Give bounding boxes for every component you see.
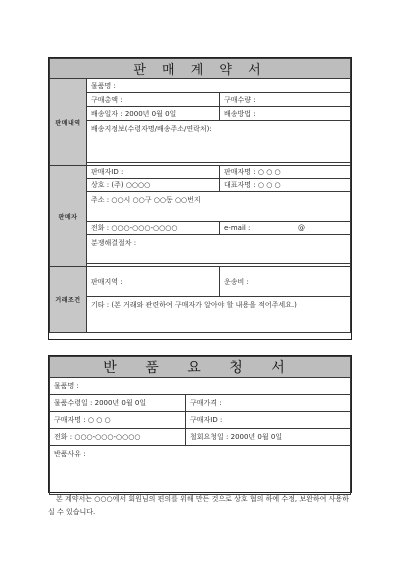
seller-name-field[interactable]: 판매자명 : ○ ○ ○ <box>220 166 351 179</box>
footer-note: 본 계약서는 ○○○에서 회원님의 편의를 위해 만든 것으로 상호 협의 하에 수정, 보완하여 사용하실 수 있습니다. <box>48 495 349 516</box>
ship-info-field[interactable]: 배송지정보(수령자명/배송주소/연락처): <box>87 121 351 163</box>
product-field[interactable]: 물품명 : <box>87 79 351 93</box>
ship-date-field[interactable]: 배송일자 : 2000년 0월 0일 <box>87 107 220 121</box>
return-phone-field[interactable]: 전화 : ○○○-○○○-○○○○ <box>50 429 186 446</box>
return-title: 반 품 요 청 서 <box>50 357 351 378</box>
other-field[interactable]: 기타 : (본 거래와 관련하여 구매자가 알아야 할 내용을 적어주세요.) <box>87 297 351 333</box>
sale-region-field[interactable]: 판매지역 : <box>87 267 220 297</box>
seller-id-field[interactable]: 판매자ID : <box>87 166 220 179</box>
section-terms: 거래조건 <box>50 267 87 333</box>
section-seller: 판매자 <box>50 166 87 267</box>
contract-title: 판 매 계 약 서 <box>50 59 351 79</box>
reason-field[interactable]: 반품사유 : <box>50 446 351 495</box>
return-product-field[interactable]: 물품명 : <box>50 378 351 395</box>
shipping-fee-field[interactable]: 운송비 : <box>220 267 351 297</box>
return-request-table <box>49 356 351 495</box>
ship-method-field[interactable]: 배송방법 : <box>220 107 351 121</box>
amount-field[interactable]: 구매총액 : <box>87 93 220 107</box>
email-label: e-mail : <box>224 224 251 232</box>
buyer-id-field[interactable]: 구매자ID : <box>186 412 351 429</box>
dispute-field[interactable]: 분쟁해결절차 : <box>87 235 351 264</box>
ceo-field[interactable]: 대표자명 : ○ ○ ○ <box>220 179 351 192</box>
sales-contract-table <box>49 58 351 333</box>
email-field[interactable] <box>220 222 351 235</box>
company-field[interactable]: 상호 : (주) ○○○○ <box>87 179 220 192</box>
withdraw-date-field[interactable]: 철회요청일 : 2000년 0월 0일 <box>186 429 351 446</box>
email-at: @ <box>298 224 305 232</box>
buyer-name-field[interactable]: 구매자명 : ○ ○ ○ <box>50 412 186 429</box>
phone-field[interactable]: 전화 : ○○○-○○○-○○○○ <box>87 222 220 235</box>
address-field[interactable]: 주소 : ○○시 ○○구 ○○동 ○○번지 <box>87 192 351 222</box>
quantity-field[interactable]: 구매수량 : <box>220 93 351 107</box>
section-sale: 판매내역 <box>50 79 87 166</box>
receive-date-field[interactable]: 물품수령일 : 2000년 0월 0일 <box>50 395 186 412</box>
price-field[interactable]: 구매가격 : <box>186 395 351 412</box>
